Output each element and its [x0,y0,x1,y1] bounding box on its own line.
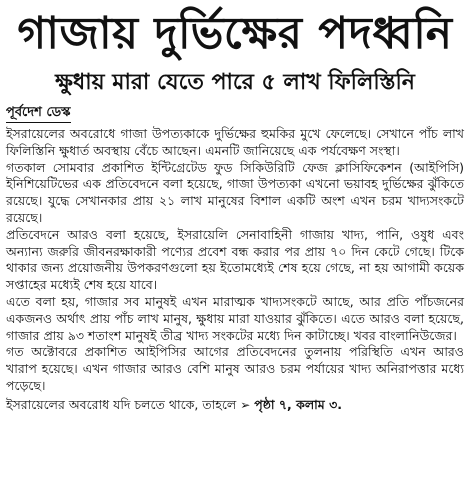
arrow-right-icon: ➢ [240,398,251,413]
article-paragraph: গত অক্টোবরে প্রকাশিত আইপিসির আগের প্রতিবেদনের তুলনায় পরিস্থিতি এখন আরও খারাপ হয়েছে। এখন গাজার আরও বেশি মানুষ আরও চরম পর্যায়ের খাদ্য অনিরাপত্তার মধ্যে পড়েছে। [6,344,464,393]
continued-on-page-link[interactable]: পৃষ্ঠা ৭, কলাম ৩. [254,396,342,412]
article-paragraph: প্রতিবেদনে আরও বলা হয়েছে, ইসরায়েলি সেনাবাহিনী গাজায় খাদ্য, পানি, ওষুধ এবং অন্যান্য জরুরি জীবনরক্ষাকারী পণ্যের প্রবেশ বন্ধ করার পর প্রায় ৭০ দিন কেটে গেছে। টিকে থাকার জন্য প্রয়োজনীয় উপকরণগুলো হয় ইতোমধ্যেই শেষ হয়ে গেছে, না হয় আগামী কয়েক সপ্তাহের মধ্যেই শেষ হয়ে যাবে। [6,226,464,293]
article-body [6,126,464,395]
continuation-line [6,397,464,414]
article-paragraph: ইসরায়েলের অবরোধে গাজা উপত্যকাকে দুর্ভিক্ষের হুমকির মুখে ফেলেছে। সেখানে পাঁচ লাখ ফিলিস্তিনি ক্ষুধার্ত অবস্থায় বেঁচে আছেন। এমনটি জানিয়েছে এক পর্যবেক্ষণ সংস্থা। [6,126,464,158]
article-paragraph: গতকাল সোমবার প্রকাশিত ইন্টিগ্রেটেড ফুড সিকিউরিটি ফেজ ক্লাসিফিকেশন (আইপিসি) ইনিশিয়েটিভের এক প্রতিবেদনে বলা হয়েছে, গাজা উপত্যকা এখনো ভয়াবহ দুর্ভিক্ষের ঝুঁকিতে রয়েছে। যুদ্ধে সেখানকার প্রায় ২১ লাখ মানুষের বিশাল একটি অংশ এখন চরম খাদ্যসংকটে রয়েছে। [6,159,464,225]
byline: পূর্বদেশ ডেস্ক [6,104,71,123]
headline: গাজায় দুর্ভিক্ষের পদধ্বনি [17,8,453,59]
continuation-text: ইসরায়েলের অবরোধ যদি চলতে থাকে, তাহলে [6,396,237,412]
subheadline: ক্ষুধায় মারা যেতে পারে ৫ লাখ ফিলিস্তিনি [55,70,415,95]
article-paragraph: এতে বলা হয়, গাজার সব মানুষই এখন মারাত্মক খাদ্যসংকটে আছে, আর প্রতি পাঁচজনের একজনও অর্থাৎ প্রায় পাঁচ লাখ মানুষ, ক্ষুধায় মারা যাওয়ার ঝুঁকিতে। এতে আরও বলা হয়েছে, গাজার প্রায় ৯৩ শতাংশ মানুষই তীব্র খাদ্য সংকটের মধ্যে দিন কাটাচ্ছে। খবর বাংলানিউজের। [6,293,464,343]
